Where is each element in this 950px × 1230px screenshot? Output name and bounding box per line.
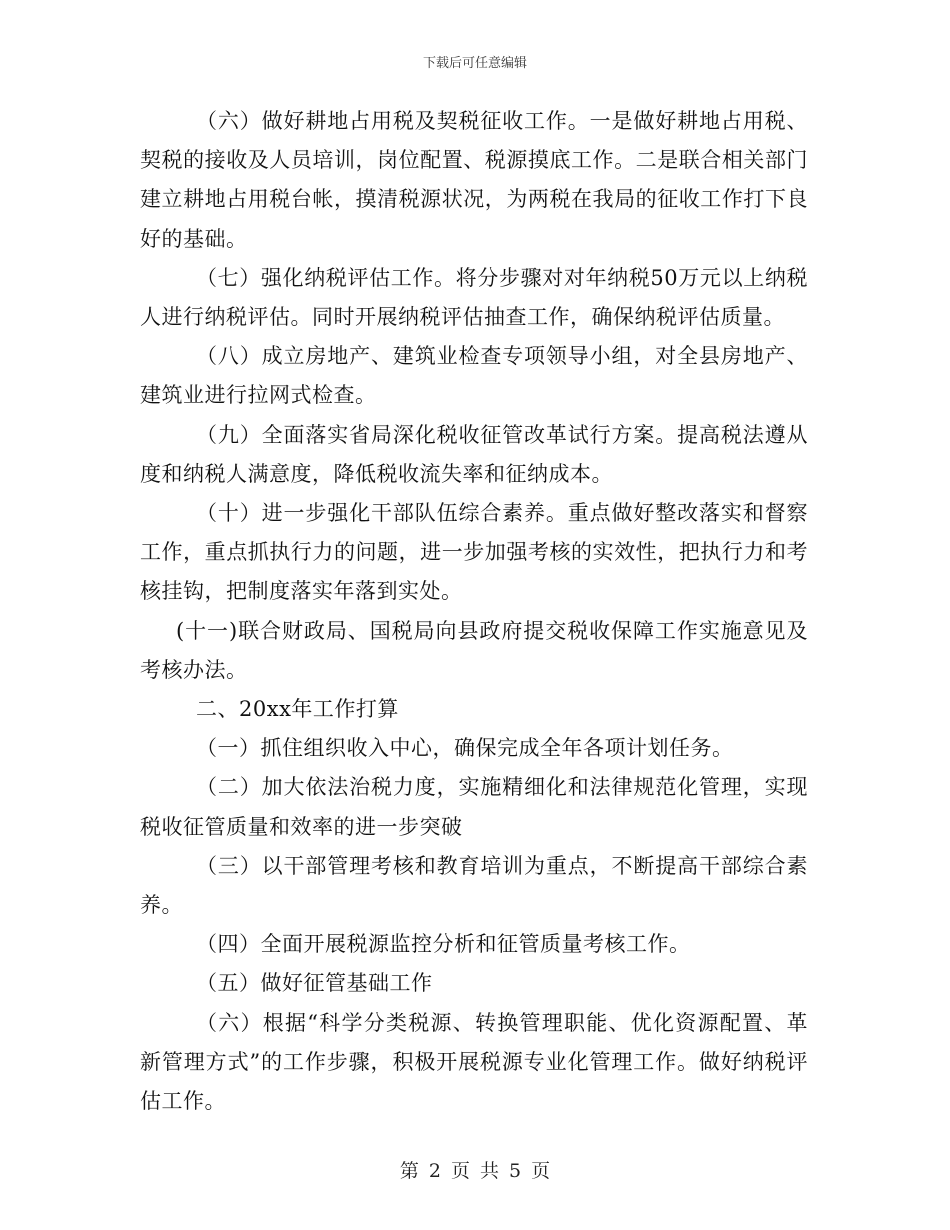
paragraph-revenue-center: （一）抓住组织收入中心，确保完成全年各项计划任务。	[196, 736, 734, 761]
paragraph-real-estate-inspection: （八）成立房地产、建筑业检查专项领导小组，对全县房地产、建筑业进行拉网式检查。	[140, 344, 808, 408]
paragraph-tax-guarantee: (十一)联合财政局、国税局向县政府提交税收保障工作实施意见及考核办法。	[140, 618, 808, 682]
paragraph-monitoring: （四）全面开展税源监控分析和征管质量考核工作。	[196, 932, 691, 957]
header-note: 下载后可任意编辑	[422, 56, 527, 71]
paragraph-specialized-management: （六）根据“科学分类税源、转换管理职能、优化资源配置、革新管理方式”的工作步骤，积极开展税源专业化管理工作。做好纳税评估工作。	[140, 1010, 808, 1114]
paragraph-reform-plan: （九）全面落实省局深化税收征管改革试行方案。提高税法遵从度和纳税人满意度，降低税收流失率和征纳成本。	[140, 422, 808, 486]
paragraph-basic-work: （五）做好征管基础工作	[196, 971, 433, 996]
paragraph-farmland-tax: （六）做好耕地占用税及契税征收工作。一是做好耕地占用税、契税的接收及人员培训，岗位配置、税源摸底工作。二是联合相关部门建立耕地占用税台帐，摸清税源状况，为两税在我局的征收工作打下良好的基础。	[140, 109, 808, 251]
paragraph-training: （三）以干部管理考核和教育培训为重点，不断提高干部综合素养。	[140, 853, 808, 918]
section-heading-work-plan: 二、20xx年工作打算	[196, 697, 399, 722]
page-number: 第 2 页 共 5 页	[399, 1160, 551, 1182]
paragraph-rule-of-law: （二）加大依法治税力度，实施精细化和法律规范化管理，实现税收征管质量和效率的进一步突破	[140, 775, 808, 839]
document-body	[140, 102, 808, 1121]
paragraph-staff-quality: （十）进一步强化干部队伍综合素养。重点做好整改落实和督察工作，重点抓执行力的问题，进一步加强考核的实效性，把执行力和考核挂钩，把制度落实年落到实处。	[140, 501, 808, 604]
paragraph-tax-assessment: （七）强化纳税评估工作。将分步骤对对年纳税50万元以上纳税人进行纳税评估。同时开展纳税评估抽查工作，确保纳税评估质量。	[140, 265, 808, 330]
